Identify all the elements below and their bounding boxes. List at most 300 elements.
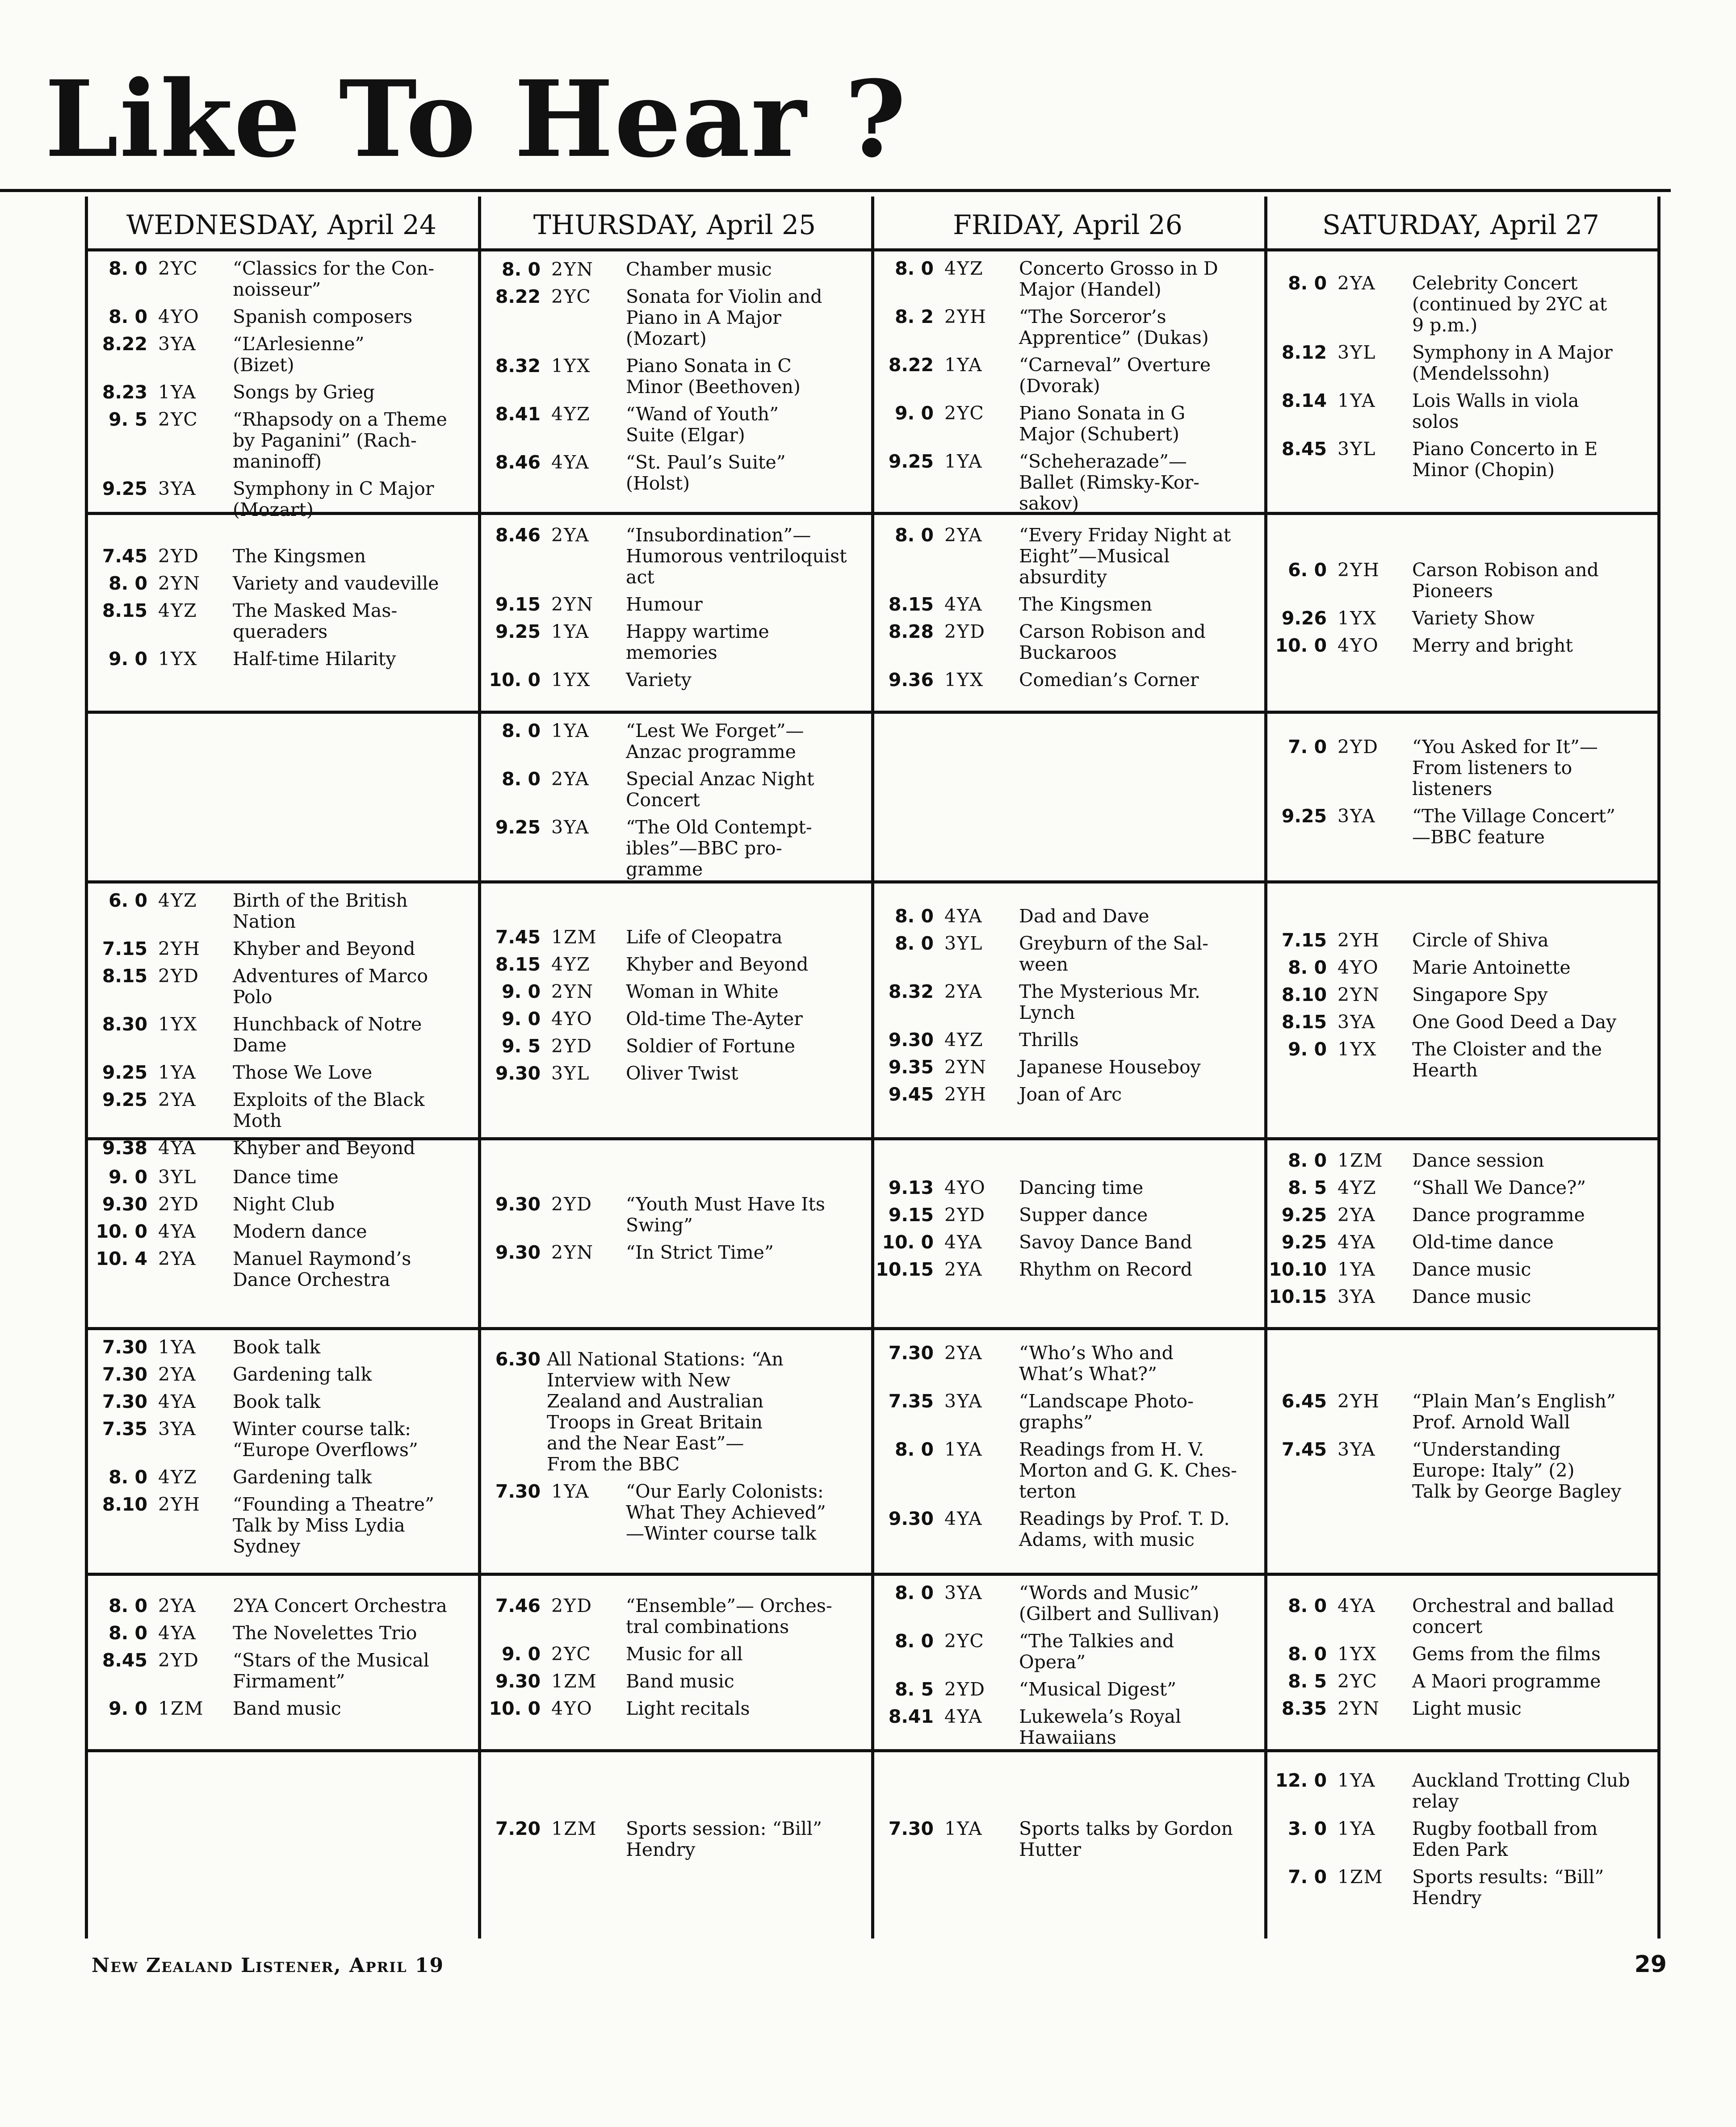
program-title [616, 769, 871, 811]
program-title [223, 1062, 478, 1083]
program-line: Auckland Trotting Club [1412, 1770, 1630, 1791]
program-entry [1264, 1177, 1657, 1198]
broadcast-time: 8.12 [1281, 342, 1327, 363]
footer-publication: New Zealand Listener, April 19 [92, 1954, 444, 1977]
program-title [1009, 1057, 1264, 1078]
station-call-sign: 1YX [551, 355, 591, 377]
program-title [223, 600, 478, 642]
program-line: Major (Handel) [1019, 279, 1162, 300]
program-title [1009, 1030, 1264, 1051]
program-entry [85, 649, 478, 670]
program-entry [1264, 1698, 1657, 1719]
program-entry [478, 1036, 871, 1057]
station-call-sign: 3YL [551, 1063, 590, 1084]
page-number: 29 [1634, 1951, 1667, 1978]
broadcast-time: 9. 5 [109, 409, 147, 430]
program-entry [1264, 1644, 1657, 1665]
station-call-sign: 2YC [551, 1643, 591, 1665]
station-call-sign: 1YA [944, 1818, 983, 1839]
broadcast-time: 8. 0 [502, 768, 541, 790]
broadcast-time: 7.45 [495, 926, 541, 948]
program-line: Greyburn of the Sal- [1019, 933, 1209, 954]
program-line: Firmament” [233, 1671, 345, 1692]
program-line: “Every Friday Night at [1019, 524, 1231, 546]
program-title [1402, 1205, 1657, 1226]
broadcast-time: 8.15 [102, 965, 147, 987]
band-divider [478, 1137, 871, 1140]
station-call-sign: 2YN [551, 981, 594, 1002]
program-line: Major (Schubert) [1019, 423, 1179, 445]
program-entry [478, 1818, 871, 1860]
program-entry [478, 927, 871, 948]
program-entry [1264, 1205, 1657, 1226]
station-call-sign: 3YL [1338, 438, 1376, 460]
band-divider [871, 1327, 1264, 1330]
program-line: (Mozart) [233, 499, 314, 520]
program-title [223, 1248, 478, 1290]
program-line: Readings by Prof. T. D. [1019, 1508, 1230, 1529]
station-call-sign: 1YA [944, 354, 983, 376]
station-call-sign: 4YA [158, 1391, 197, 1412]
program-line: Oliver Twist [626, 1063, 738, 1084]
program-title [223, 409, 478, 472]
program-entry [1264, 608, 1657, 629]
program-line: Troops in Great Britain [547, 1411, 763, 1433]
program-line: Hendry [626, 1839, 696, 1860]
day-column-thursday [478, 197, 871, 1939]
program-line: Joan of Arc [1019, 1084, 1122, 1105]
program-line: tral combinations [626, 1616, 789, 1637]
program-line: Piano Sonata in C [626, 355, 792, 377]
program-line: Ballet (Rimsky-Kor- [1019, 472, 1199, 493]
broadcast-time: 9.30 [495, 1242, 541, 1263]
broadcast-time: 8.41 [888, 1706, 934, 1727]
broadcast-time: 9. 0 [109, 1698, 147, 1719]
broadcast-time: 8.41 [495, 403, 541, 425]
program-band [478, 259, 871, 500]
program-entry [85, 1419, 478, 1461]
program-title [1009, 1205, 1264, 1226]
program-line: Khyber and Beyond [233, 1137, 415, 1159]
program-entry [871, 981, 1264, 1023]
broadcast-time: 7.46 [495, 1595, 541, 1616]
broadcast-time: 8. 0 [1288, 1643, 1327, 1665]
program-title [541, 1349, 871, 1475]
program-title [1009, 306, 1264, 348]
program-title [616, 286, 871, 349]
program-entry [1264, 737, 1657, 800]
program-band [1264, 560, 1657, 662]
program-line: 9 p.m.) [1412, 314, 1478, 336]
program-line: “Classics for the Con- [233, 258, 435, 279]
program-entry [1264, 390, 1657, 432]
station-call-sign: 1YA [551, 720, 590, 741]
program-entry [85, 334, 478, 376]
program-entry [1264, 1671, 1657, 1692]
program-line: Minor (Beethoven) [626, 376, 801, 398]
program-line: —BBC feature [1412, 826, 1545, 848]
program-entry [85, 1014, 478, 1056]
day-column-wednesday [85, 197, 478, 1939]
station-call-sign: 2YD [158, 1193, 200, 1215]
band-divider [85, 1327, 478, 1330]
station-call-sign: 1YA [1338, 1259, 1376, 1280]
program-band [871, 258, 1264, 520]
program-line: “Musical Digest” [1019, 1679, 1177, 1700]
broadcast-time: 9.30 [495, 1193, 541, 1215]
program-line: Prof. Arnold Wall [1412, 1411, 1570, 1433]
broadcast-time: 8. 5 [1288, 1177, 1327, 1198]
station-call-sign: 2YA [158, 1089, 197, 1110]
station-call-sign: 3YA [158, 333, 197, 355]
station-call-sign: 3YA [1338, 1286, 1376, 1307]
station-call-sign: 4YO [1338, 957, 1379, 978]
program-title [616, 1671, 871, 1692]
program-line: Lukewela’s Royal [1019, 1706, 1182, 1727]
program-band [871, 1343, 1264, 1557]
program-line: Dad and Dave [1019, 905, 1149, 927]
program-line: and the Near East”— [547, 1432, 744, 1454]
program-title [1402, 1698, 1657, 1719]
program-entry [478, 356, 871, 398]
program-line: All National Stations: “An [547, 1348, 784, 1370]
band-divider [1264, 1327, 1657, 1330]
program-entry [478, 525, 871, 588]
band-divider [871, 711, 1264, 714]
program-title [1009, 1232, 1264, 1253]
station-call-sign: 1ZM [551, 926, 597, 948]
broadcast-time: 8.28 [888, 621, 934, 642]
program-entry [1264, 1039, 1657, 1081]
program-line: “Youth Must Have Its [626, 1193, 825, 1215]
station-call-sign: 1YX [1338, 607, 1377, 629]
broadcast-time: 8.10 [1281, 984, 1327, 1005]
program-entry [871, 1343, 1264, 1385]
broadcast-time: 9.35 [888, 1056, 934, 1078]
station-call-sign: 3YA [1338, 805, 1376, 827]
program-line: Woman in White [626, 981, 779, 1002]
program-title [1009, 1177, 1264, 1198]
band-divider [478, 1327, 871, 1330]
program-line: “In Strict Time” [626, 1242, 774, 1263]
broadcast-time: 8. 0 [109, 258, 147, 279]
program-entry [85, 1337, 478, 1358]
broadcast-time: 7.45 [102, 545, 147, 567]
station-call-sign: 4YO [158, 306, 200, 327]
program-line: “Rhapsody on a Theme [233, 409, 447, 430]
program-line: Dance music [1412, 1259, 1531, 1280]
program-line: Hawaiians [1019, 1727, 1116, 1748]
program-line: concert [1412, 1616, 1483, 1637]
broadcast-time: 8. 0 [109, 1595, 147, 1616]
program-entry [85, 1089, 478, 1131]
broadcast-time: 9.25 [1281, 805, 1327, 827]
broadcast-time: 9.38 [102, 1137, 147, 1159]
program-line: Songs by Grieg [233, 381, 375, 403]
program-entry [1264, 984, 1657, 1005]
program-line: “Carneval” Overture [1019, 354, 1211, 376]
program-title [616, 1481, 871, 1544]
broadcast-time: 8.45 [102, 1650, 147, 1671]
program-entry [85, 409, 478, 472]
broadcast-time: 7.20 [495, 1818, 541, 1839]
broadcast-time: 8. 0 [895, 1439, 934, 1460]
station-call-sign: 1YA [551, 1481, 590, 1502]
program-line: terton [1019, 1481, 1076, 1502]
program-line: Marie Antoinette [1412, 957, 1571, 978]
station-call-sign: 1ZM [158, 1698, 204, 1719]
program-entry [1264, 1439, 1657, 1502]
station-call-sign: 2YH [158, 938, 201, 959]
program-entry [1264, 635, 1657, 656]
program-line: “The Sorceror’s [1019, 306, 1166, 327]
program-line: “You Asked for It”— [1412, 736, 1598, 758]
station-call-sign: 1YA [158, 1062, 197, 1083]
broadcast-time: 8. 0 [1288, 272, 1327, 294]
day-header: FRIDAY, April 26 [953, 209, 1182, 241]
station-call-sign: 4YZ [551, 403, 591, 425]
program-entry [478, 1481, 871, 1544]
program-line: ween [1019, 954, 1069, 975]
program-entry [478, 286, 871, 349]
station-call-sign: 3YA [944, 1390, 983, 1412]
program-title [616, 1009, 871, 1030]
broadcast-time: 9.25 [102, 1089, 147, 1110]
broadcast-time: 9.30 [495, 1063, 541, 1084]
band-divider [1264, 1573, 1657, 1576]
station-call-sign: 2YA [158, 1595, 197, 1616]
broadcast-time: 9.36 [888, 669, 934, 691]
program-line: From listeners to [1412, 757, 1572, 779]
program-band [478, 1595, 871, 1725]
broadcast-time: 8.23 [102, 381, 147, 403]
program-line: Circle of Shiva [1412, 930, 1549, 951]
program-entry [871, 1439, 1264, 1502]
program-line: Gardening talk [233, 1364, 372, 1385]
program-band [85, 1595, 478, 1725]
program-entry [1264, 1012, 1657, 1033]
program-line: Talk by Miss Lydia [233, 1515, 405, 1536]
program-line: Rhythm on Record [1019, 1259, 1192, 1280]
broadcast-time: 7.30 [102, 1336, 147, 1358]
broadcast-time: 7. 0 [1288, 736, 1327, 758]
program-line: Piano Sonata in G [1019, 402, 1186, 424]
program-entry [1264, 957, 1657, 978]
program-title [616, 356, 871, 398]
program-line: Manuel Raymond’s [233, 1248, 411, 1269]
station-call-sign: 1YX [1338, 1643, 1377, 1665]
program-entry [1264, 1259, 1657, 1280]
program-line: listeners [1412, 778, 1493, 800]
station-call-sign: 3YL [944, 933, 983, 954]
program-line: One Good Deed a Day [1412, 1011, 1617, 1033]
broadcast-time: 7.45 [1281, 1439, 1327, 1460]
program-title [616, 817, 871, 880]
station-call-sign: 2YD [944, 1679, 986, 1700]
program-band [85, 890, 478, 1165]
broadcast-time: 8. 0 [109, 573, 147, 594]
station-call-sign: 3YA [158, 1418, 197, 1440]
program-entry [1264, 806, 1657, 848]
station-call-sign: 3YA [1338, 1439, 1376, 1460]
program-line: Humour [626, 594, 703, 615]
program-title [1402, 1232, 1657, 1253]
program-band [85, 546, 478, 676]
program-line: Sports results: “Bill” [1412, 1866, 1604, 1888]
broadcast-time: 10. 0 [489, 1698, 541, 1719]
broadcast-time: 8. 0 [109, 306, 147, 327]
program-line: “Who’s Who and [1019, 1342, 1174, 1364]
program-title [616, 621, 871, 663]
program-title [1009, 1679, 1264, 1700]
program-entry [871, 621, 1264, 663]
station-call-sign: 2YH [944, 1084, 987, 1105]
program-band [1264, 1770, 1657, 1915]
program-line: Book talk [233, 1336, 321, 1358]
program-title [1402, 737, 1657, 800]
program-line: “Lest We Forget”— [626, 720, 804, 741]
broadcast-time: 8. 0 [895, 524, 934, 546]
program-line: Concerto Grosso in D [1019, 258, 1218, 279]
program-entry [871, 1177, 1264, 1198]
station-call-sign: 2YN [1338, 1698, 1380, 1719]
broadcast-time: 8. 0 [109, 1466, 147, 1488]
broadcast-time: 8. 2 [895, 306, 934, 327]
program-title [1009, 1631, 1264, 1673]
program-title [1009, 1818, 1264, 1860]
station-call-sign: 2YC [944, 1630, 985, 1652]
program-title [616, 1242, 871, 1263]
band-divider [85, 880, 478, 883]
program-line: Dancing time [1019, 1177, 1144, 1198]
program-title [1009, 906, 1264, 927]
program-line: Sports session: “Bill” [626, 1818, 822, 1839]
broadcast-time: 7.35 [888, 1390, 934, 1412]
program-entry [478, 1009, 871, 1030]
program-line: solos [1412, 411, 1459, 432]
program-entry [1264, 1150, 1657, 1171]
program-entry [85, 1167, 478, 1188]
program-entry [478, 720, 871, 762]
program-line: Those We Love [233, 1062, 373, 1083]
page-title: Like To Hear ? [45, 58, 907, 181]
program-title [223, 382, 478, 403]
program-line: Modern dance [233, 1221, 367, 1242]
program-line: Humorous ventriloquist [626, 545, 847, 567]
program-entry [871, 1391, 1264, 1433]
program-entry [871, 451, 1264, 514]
program-entry [85, 1138, 478, 1159]
broadcast-time: 9.25 [1281, 1231, 1327, 1253]
program-entry [871, 258, 1264, 300]
program-line: “Landscape Photo- [1019, 1390, 1194, 1412]
program-line: (Holst) [626, 473, 690, 494]
program-entry [85, 1062, 478, 1083]
broadcast-time: 9.45 [888, 1084, 934, 1105]
broadcast-time: 7.30 [888, 1818, 934, 1839]
station-call-sign: 4YO [551, 1698, 593, 1719]
program-title [616, 1036, 871, 1057]
station-call-sign: 2YD [158, 545, 200, 567]
program-line: Supper dance [1019, 1204, 1148, 1226]
program-line: Life of Cleopatra [626, 926, 783, 948]
station-call-sign: 2YA [944, 1342, 983, 1364]
program-title [223, 1014, 478, 1056]
station-call-sign: 2YH [1338, 930, 1380, 951]
program-entry [1264, 439, 1657, 481]
program-line: Khyber and Beyond [626, 954, 809, 975]
broadcast-time: 8. 5 [1288, 1671, 1327, 1692]
program-title [1009, 670, 1264, 691]
program-line: (Mendelssohn) [1412, 363, 1550, 384]
program-title [1402, 560, 1657, 602]
program-title [616, 1063, 871, 1084]
broadcast-time: 9.25 [1281, 1204, 1327, 1226]
program-entry [85, 573, 478, 594]
program-entry [1264, 1867, 1657, 1909]
program-title [223, 1221, 478, 1242]
program-line: (Gilbert and Sullivan) [1019, 1603, 1220, 1625]
program-title [1009, 981, 1264, 1023]
program-line: Savoy Dance Band [1019, 1231, 1192, 1253]
station-call-sign: 2YD [551, 1035, 593, 1057]
broadcast-time: 8. 0 [109, 1622, 147, 1644]
program-line: “Insubordination”— [626, 524, 811, 546]
band-divider [871, 1573, 1264, 1576]
program-line: relay [1412, 1791, 1459, 1812]
program-entry [85, 306, 478, 327]
station-call-sign: 2YN [944, 1056, 987, 1078]
program-line: Pioneers [1412, 580, 1493, 602]
broadcast-time: 8.45 [1281, 438, 1327, 460]
broadcast-time: 7.30 [495, 1481, 541, 1502]
program-entry [85, 1623, 478, 1644]
band-divider [478, 1573, 871, 1576]
program-line: noisseur” [233, 279, 321, 300]
station-call-sign: 4YZ [551, 954, 591, 975]
program-line: Half-time Hilarity [233, 648, 396, 670]
program-title [223, 334, 478, 376]
station-call-sign: 1ZM [1338, 1866, 1384, 1888]
program-title [1402, 1595, 1657, 1637]
program-entry [85, 600, 478, 642]
station-call-sign: 2YD [944, 621, 986, 642]
program-entry [85, 890, 478, 932]
program-title [616, 981, 871, 1002]
broadcast-time: 9.15 [495, 594, 541, 615]
program-line: Comedian’s Corner [1019, 669, 1199, 691]
program-line: Dance music [1412, 1286, 1531, 1307]
program-title [223, 1391, 478, 1412]
program-entry [1264, 1595, 1657, 1637]
program-line: Light recitals [626, 1698, 750, 1719]
program-line: Moth [233, 1110, 282, 1131]
program-line: Dance Orchestra [233, 1269, 390, 1290]
program-band [478, 720, 871, 886]
program-title [616, 452, 871, 494]
station-call-sign: 2YA [944, 981, 983, 1002]
program-title [1402, 1012, 1657, 1033]
broadcast-time: 8.14 [1281, 390, 1327, 411]
program-band [871, 1583, 1264, 1754]
program-entry [85, 1364, 478, 1385]
program-title [1009, 1583, 1264, 1625]
broadcast-time: 8. 5 [895, 1679, 934, 1700]
program-entry [478, 594, 871, 615]
program-title [223, 258, 478, 300]
band-divider [85, 248, 478, 251]
broadcast-time: 8.22 [888, 354, 934, 376]
